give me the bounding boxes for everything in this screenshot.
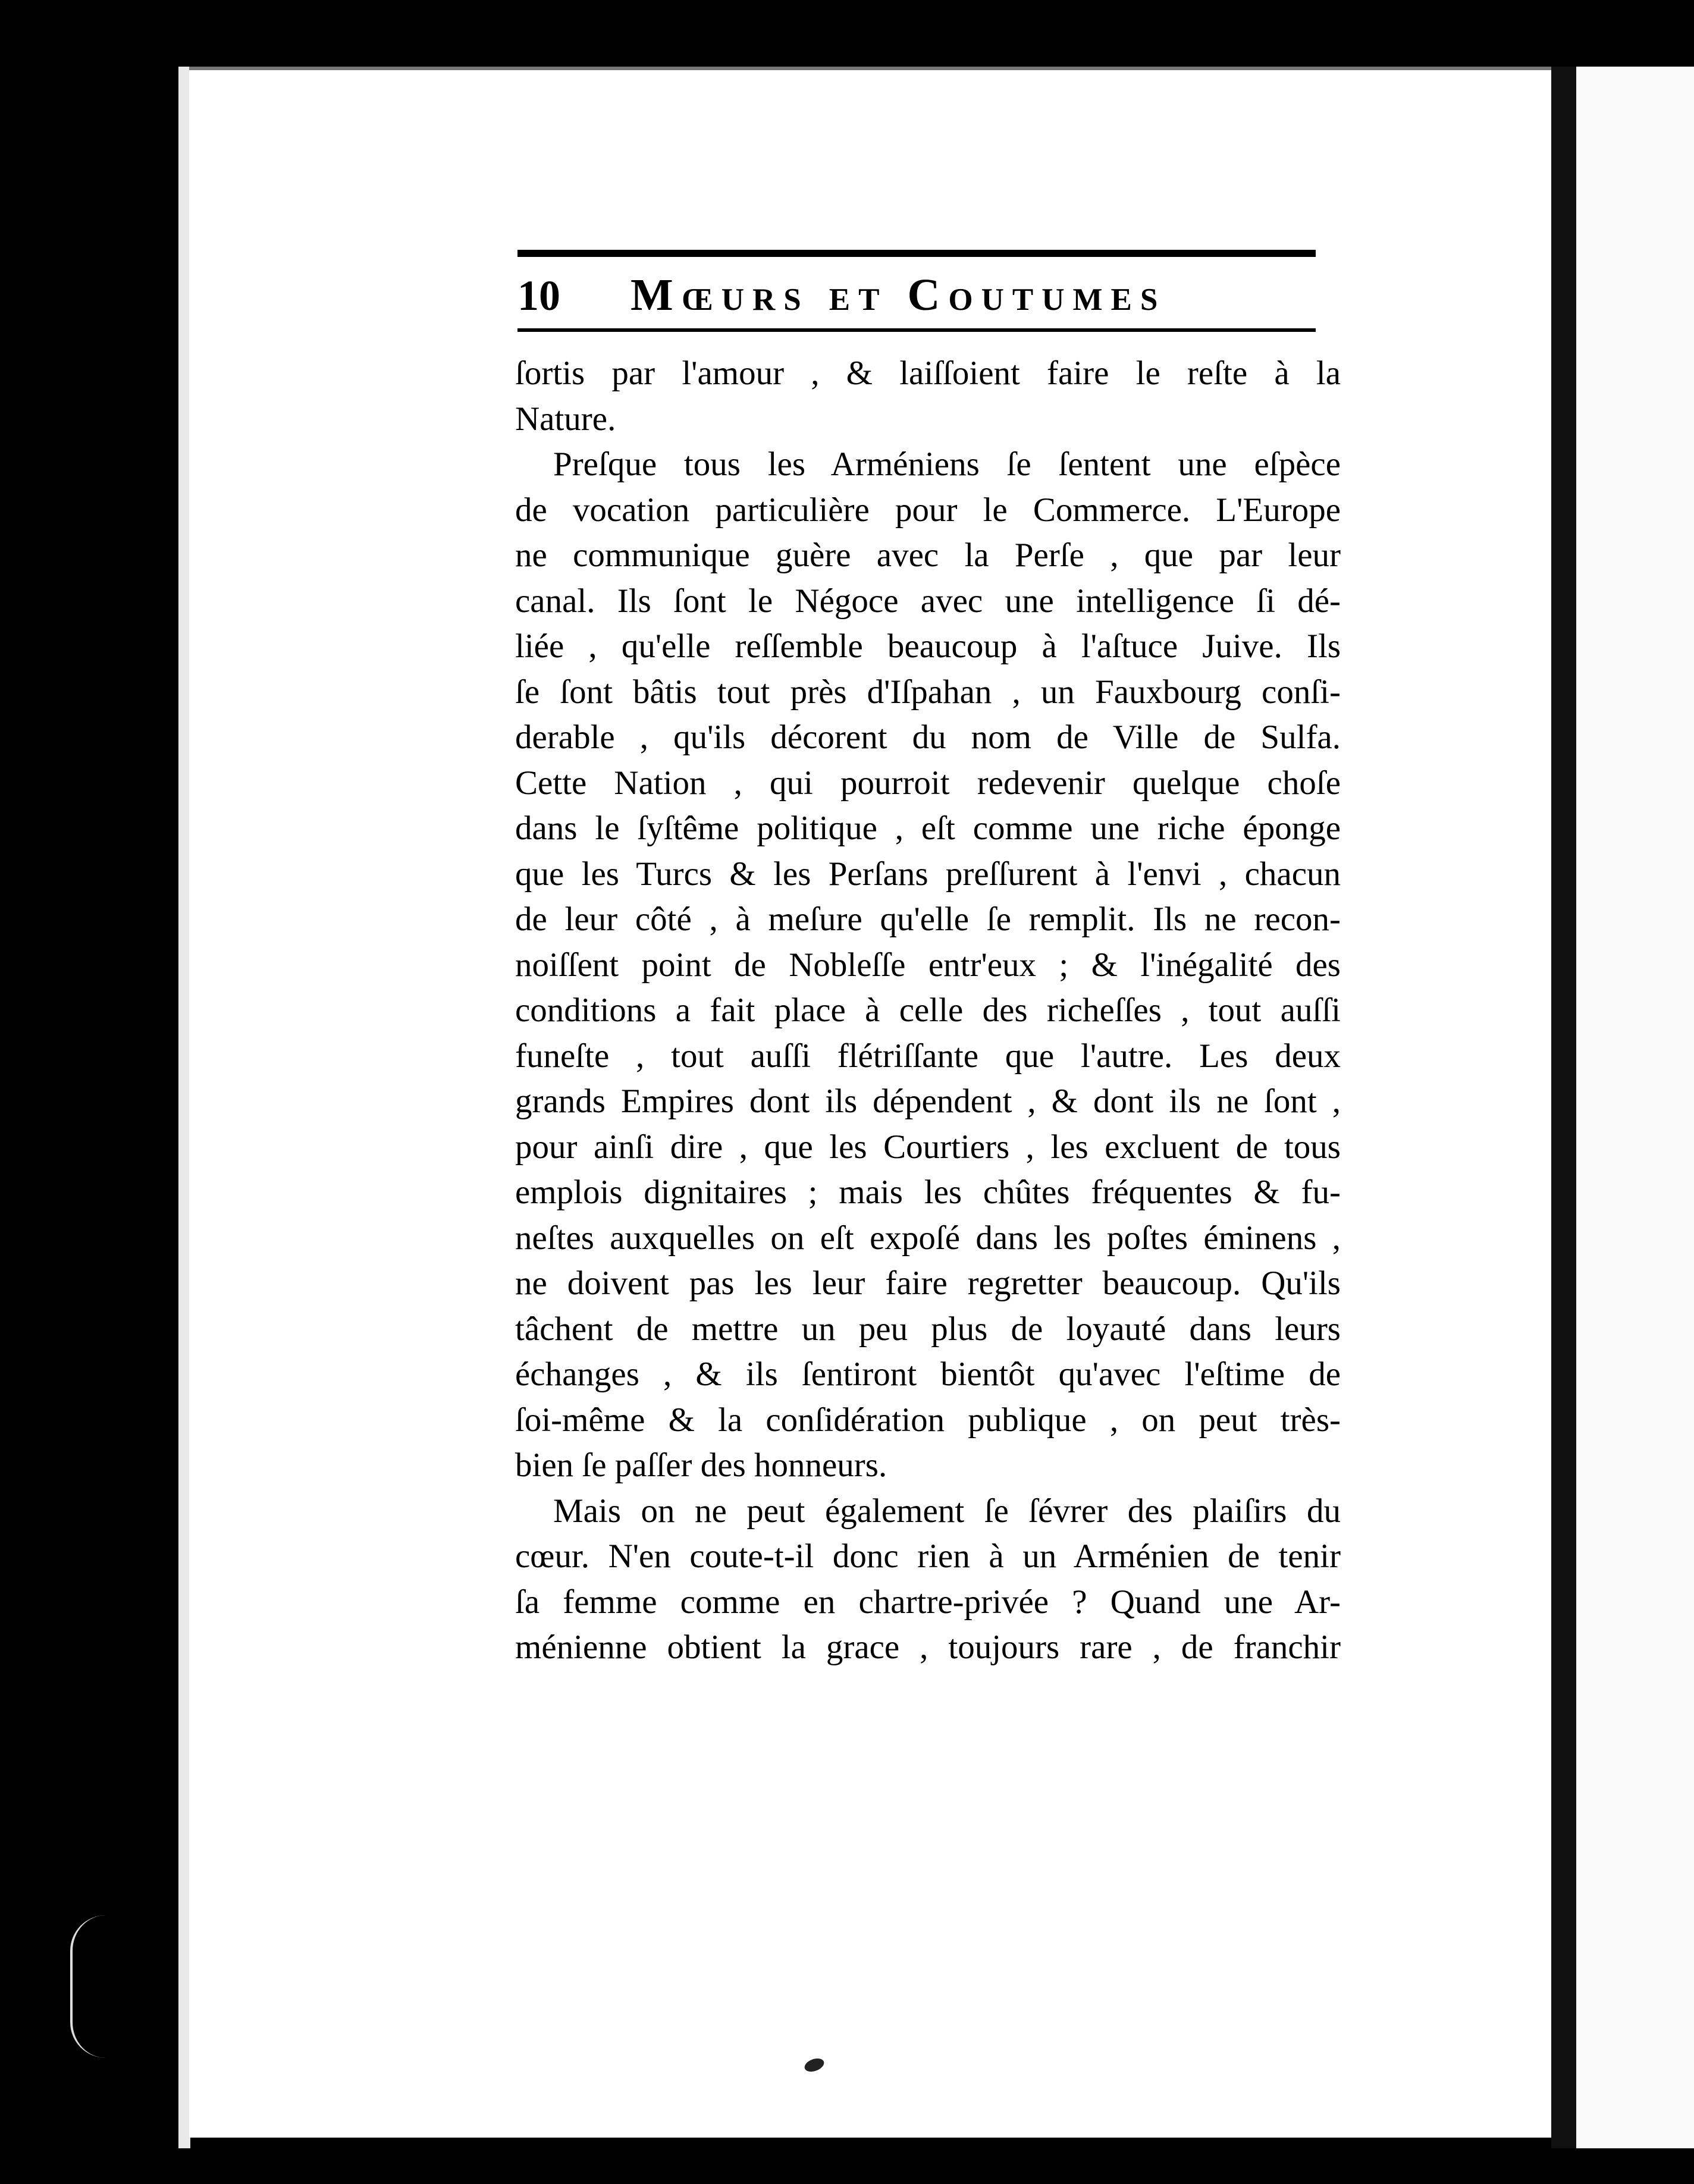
running-head — [517, 266, 1316, 324]
page-left-edge — [178, 67, 190, 2148]
text-line: que les Turcs & les Perſans preſſurent à l'envi , chacun — [515, 855, 1341, 893]
page-top-edge — [189, 67, 1551, 70]
text-line: échanges , & ils ſentiront bientôt qu'avec l'eſtime de — [515, 1355, 1341, 1393]
text-line: Cette Nation , qui pourroit redevenir quelque choſe — [515, 764, 1341, 802]
text-line: funeſte , tout auſſi flétriſſante que l'autre. Les deux — [515, 1037, 1341, 1075]
running-title: Mœurs et Coutumes — [630, 270, 1166, 320]
text-line: cœur. N'en coute-t-il donc rien à un Arménien de tenir — [515, 1537, 1341, 1575]
text-line: noiſſent point de Nobleſſe entr'eux ; & l'inégalité des — [515, 946, 1341, 984]
page-number: 10 — [517, 272, 560, 319]
text-line: neſtes auxquelles on eſt expoſé dans les poſtes éminens , — [515, 1219, 1341, 1257]
text-line: dans le ſyſtême politique , eſt comme une riche éponge — [515, 809, 1341, 847]
text-line: tâchent de mettre un peu plus de loyauté dans leurs — [515, 1310, 1341, 1348]
text-line: ne doivent pas les leur faire regretter beaucoup. Qu'ils — [515, 1264, 1341, 1302]
book-gutter — [1551, 67, 1576, 2148]
page-curl — [70, 1915, 108, 2058]
text-line: de vocation particulière pour le Commerce. L'Europe — [515, 491, 1341, 529]
text-line: Mais on ne peut également ſe ſévrer des plaiſirs du — [553, 1492, 1341, 1530]
text-line: grands Empires dont ils dépendent , & dont ils ne ſont , — [515, 1082, 1341, 1120]
header-rule-bottom — [517, 328, 1316, 332]
text-line: liée , qu'elle reſſemble beaucoup à l'aſtuce Juive. Ils — [515, 627, 1341, 665]
text-line: ſa femme comme en chartre-privée ? Quand une Ar- — [515, 1583, 1341, 1621]
text-line: derable , qu'ils décorent du nom de Ville de Sulfa. — [515, 718, 1341, 756]
text-line: Nature. — [515, 400, 616, 438]
facing-page — [1576, 67, 1694, 2148]
text-line: pour ainſi dire , que les Courtiers , les excluent de tous — [515, 1128, 1341, 1166]
text-line: emplois dignitaires ; mais les chûtes fréquentes & fu- — [515, 1173, 1341, 1211]
text-line: ſoi-même & la conſidération publique , on peut très- — [515, 1401, 1341, 1439]
text-line: bien ſe paſſer des honneurs. — [515, 1446, 887, 1484]
text-line: conditions a fait place à celle des richeſſes , tout auſſi — [515, 991, 1341, 1029]
text-line: ne communique guère avec la Perſe , que par leur — [515, 536, 1341, 574]
text-line: Preſque tous les Arméniens ſe ſentent une eſpèce — [553, 445, 1341, 483]
header-rule-top — [517, 250, 1316, 257]
text-line: de leur côté , à meſure qu'elle ſe remplit. Ils ne recon- — [515, 900, 1341, 938]
text-line: ſe ſont bâtis tout près d'Iſpahan , un Fauxbourg conſi- — [515, 673, 1341, 711]
text-line: ſortis par l'amour , & laiſſoient faire le reſte à la — [515, 354, 1341, 392]
text-line: ménienne obtient la grace , toujours rare , de franchir — [515, 1628, 1341, 1666]
body-text — [515, 351, 1341, 1671]
text-line: canal. Ils ſont le Négoce avec une intelligence ſi dé- — [515, 582, 1341, 620]
